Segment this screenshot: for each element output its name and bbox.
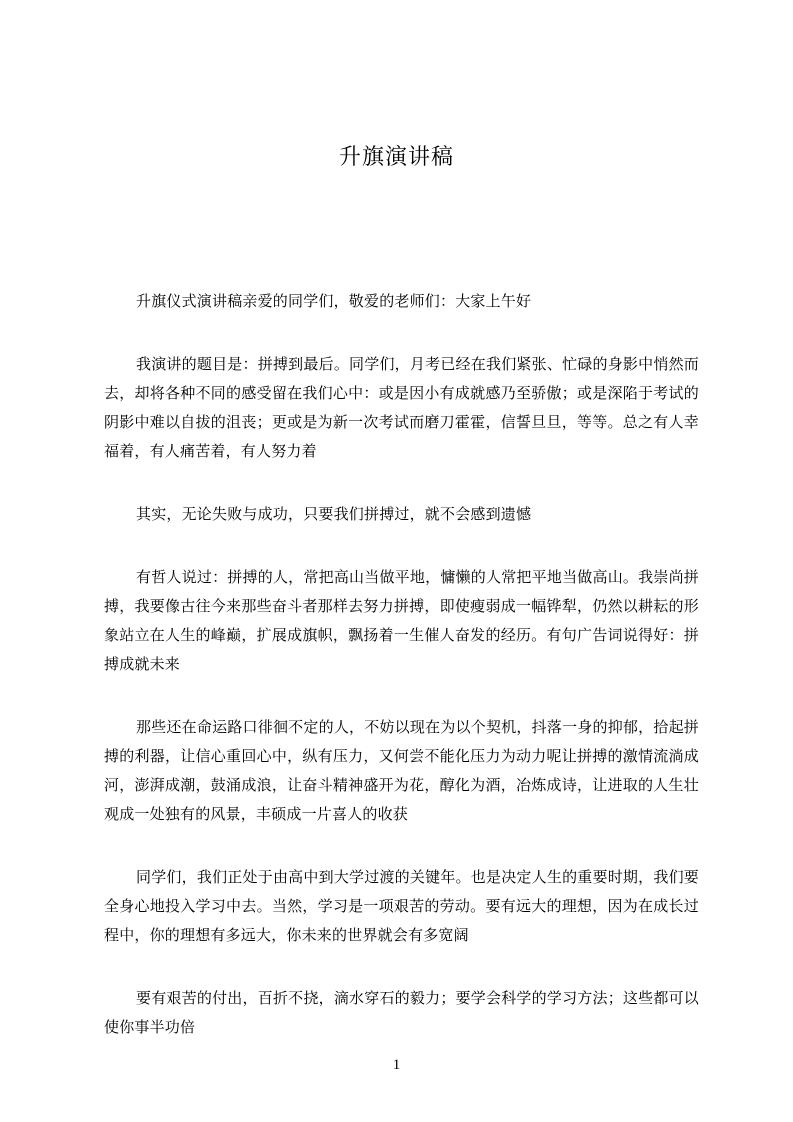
paragraph-hard-work: 要有艰苦的付出，百折不挠，滴水穿石的毅力；要学会科学的学习方法；这些都可以使你事半功倍 — [104, 989, 699, 1036]
page-number: 1 — [392, 1057, 401, 1073]
page-title: 升旗演讲稿 — [338, 145, 454, 170]
paragraph-key-year: 同学们，我们正处于由高中到大学过渡的关键年。也是决定人生的重要时期，我们要全身心地投入学习中去。当然，学习是一项艰苦的劳动。要有远大的理想，因为在成长过程中，你的理想有多远大，你未来的世界就会有多宽阔 — [104, 868, 699, 944]
paragraph-philosopher: 有哲人说过：拼搏的人，常把高山当做平地，慵懒的人常把平地当做高山。我崇尚拼搏，我要像古往今来那些奋斗者那样去努力拼搏，即使瘦弱成一幅铧犁，仍然以耕耘的形象站立在人生的峰巅，扩展成旗帜，飘扬着一生催人奋发的经历。有句广告词说得好：拼搏成就未来 — [104, 568, 699, 673]
paragraph-topic: 我演讲的题目是：拼搏到最后。同学们，月考已经在我们紧张、忙碌的身影中悄然而去，却将各种不同的感受留在我们心中：或是因小有成就感乃至骄傲；或是深陷于考试的阴影中难以自拔的沮丧；更或是为新一次考试而磨刀霍霍，信誓旦旦，等等。总之有人幸福着，有人痛苦着，有人努力着 — [104, 355, 699, 460]
paragraph-hesitating: 那些还在命运路口徘徊不定的人，不妨以现在为以个契机，抖落一身的抑郁，拾起拼搏的利器，让信心重回心中，纵有压力，又何尝不能化压力为动力呢让拼搏的激情流淌成河，澎湃成潮，鼓涌成浪，让奋斗精神盛开为花，醇化为酒，冶炼成诗，让进取的人生壮观成一处独有的风景，丰硕成一片喜人的收获 — [104, 718, 699, 823]
speech-body — [104, 287, 699, 1076]
paragraph-no-regret: 其实，无论失败与成功，只要我们拼搏过，就不会感到遗憾 — [136, 505, 532, 523]
paragraph-greeting: 升旗仪式演讲稿亲爱的同学们，敬爱的老师们：大家上午好 — [136, 292, 532, 310]
